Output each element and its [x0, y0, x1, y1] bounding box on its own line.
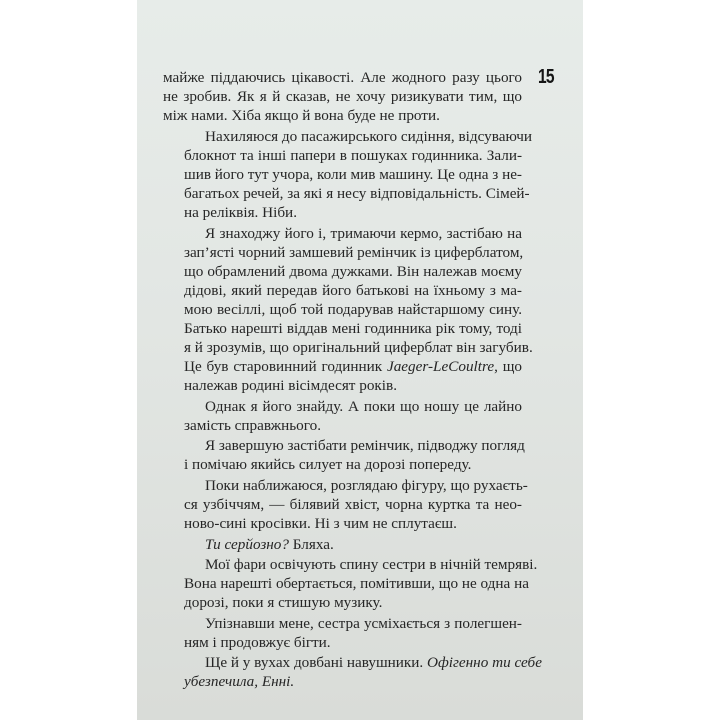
text-line: ново-сині кросівки. Ні з чим не сплутаєш.	[184, 515, 457, 533]
paragraph-10	[163, 653, 542, 691]
text-line: майже піддаючись цікавості. Але жодного разу цього	[163, 69, 522, 86]
text-line: замість справжнього.	[184, 416, 321, 434]
text-line: що обрамлений двома дужками. Він належав моєму	[184, 262, 522, 280]
inner-thought-italic: Ти серйозно?	[205, 535, 289, 553]
text-line: Мої фари освічують спину сестри в нічній темряві.	[205, 556, 538, 574]
text-line: шив його тут учора, коли мив машину. Це одна з не-	[184, 165, 522, 183]
paragraph-8	[163, 555, 538, 612]
text-line: багатьох речей, за які я несу відповідальність. Сімей-	[184, 184, 530, 202]
paragraph-5	[163, 436, 525, 474]
paragraph-1	[163, 68, 522, 125]
text-line	[163, 672, 522, 691]
paragraph-9	[163, 614, 522, 652]
text-line: між нами. Хіба якщо й вона буде не проти.	[163, 107, 440, 125]
text-line: я й зрозумів, що оригінальний циферблат він загубив.	[184, 339, 533, 357]
text-segment: , що	[494, 358, 522, 376]
paragraph-4	[163, 397, 522, 435]
text-line: Нахиляюся до пасажирського сидіння, відсуваючи	[205, 127, 532, 145]
page-number: 15	[538, 66, 554, 88]
text-line: Однак я його знайду. А поки що ношу це лайно	[205, 397, 522, 415]
text-line	[163, 535, 522, 554]
paragraph-3	[163, 224, 533, 396]
text-line: належав родині вісімдесят років.	[184, 377, 397, 395]
text-line: ся узбіччям, — білявий хвіст, чорна куртка та нео-	[184, 496, 522, 514]
text-line: не зробив. Як я й сказав, не хочу ризикувати тим, що	[163, 88, 522, 106]
text-line: Я знаходжу його і, тримаючи кермо, застібаю на	[205, 224, 522, 242]
text-segment: Це був старовинний годинник	[184, 358, 387, 376]
text-line: дідові, який передав його батькові на їхньому з ма-	[184, 281, 522, 299]
text-line: Батько нарешті віддав мені годинника рік тому, тоді	[184, 320, 522, 337]
text-line: на реліквія. Ніби.	[184, 204, 297, 222]
paragraph-7	[163, 535, 522, 554]
inner-thought-italic: Офігенно ти себе	[427, 654, 542, 672]
watch-brand-italic: Jaeger-LeCoultre	[386, 358, 495, 376]
text-line	[163, 357, 522, 376]
text-line: Упізнавши мене, сестра усміхається з полегшен-	[205, 614, 522, 632]
text-segment: Ще й у вухах довбані навушники.	[205, 654, 428, 672]
text-line	[163, 653, 542, 672]
paragraph-6	[163, 476, 528, 533]
paragraph-2	[163, 127, 532, 222]
text-line: Вона нарешті обертається, помітивши, що не одна на	[184, 575, 529, 593]
text-line: і помічаю якийсь силует на дорозі попереду.	[184, 456, 472, 474]
text-line: дорозі, поки я стишую музику.	[184, 594, 383, 612]
text-line: Поки наближаюся, розглядаю фігуру, що рухаєть-	[205, 476, 528, 494]
text-line: блокнот та інші папери в пошуках годинника. Зали-	[184, 146, 522, 164]
text-segment: Бляха.	[288, 535, 334, 553]
page-body-text	[163, 68, 542, 693]
text-line: Я завершую застібати ремінчик, підводжу погляд	[205, 437, 525, 455]
text-line: мою весіллі, щоб той подарував найстаршому сину.	[184, 300, 522, 318]
inner-thought-italic: убезпечила, Енні.	[184, 673, 295, 691]
text-line: зап’ясті чорний замшевий ремінчик із циферблатом,	[184, 243, 524, 261]
text-line: ням і продовжує бігти.	[184, 633, 331, 651]
